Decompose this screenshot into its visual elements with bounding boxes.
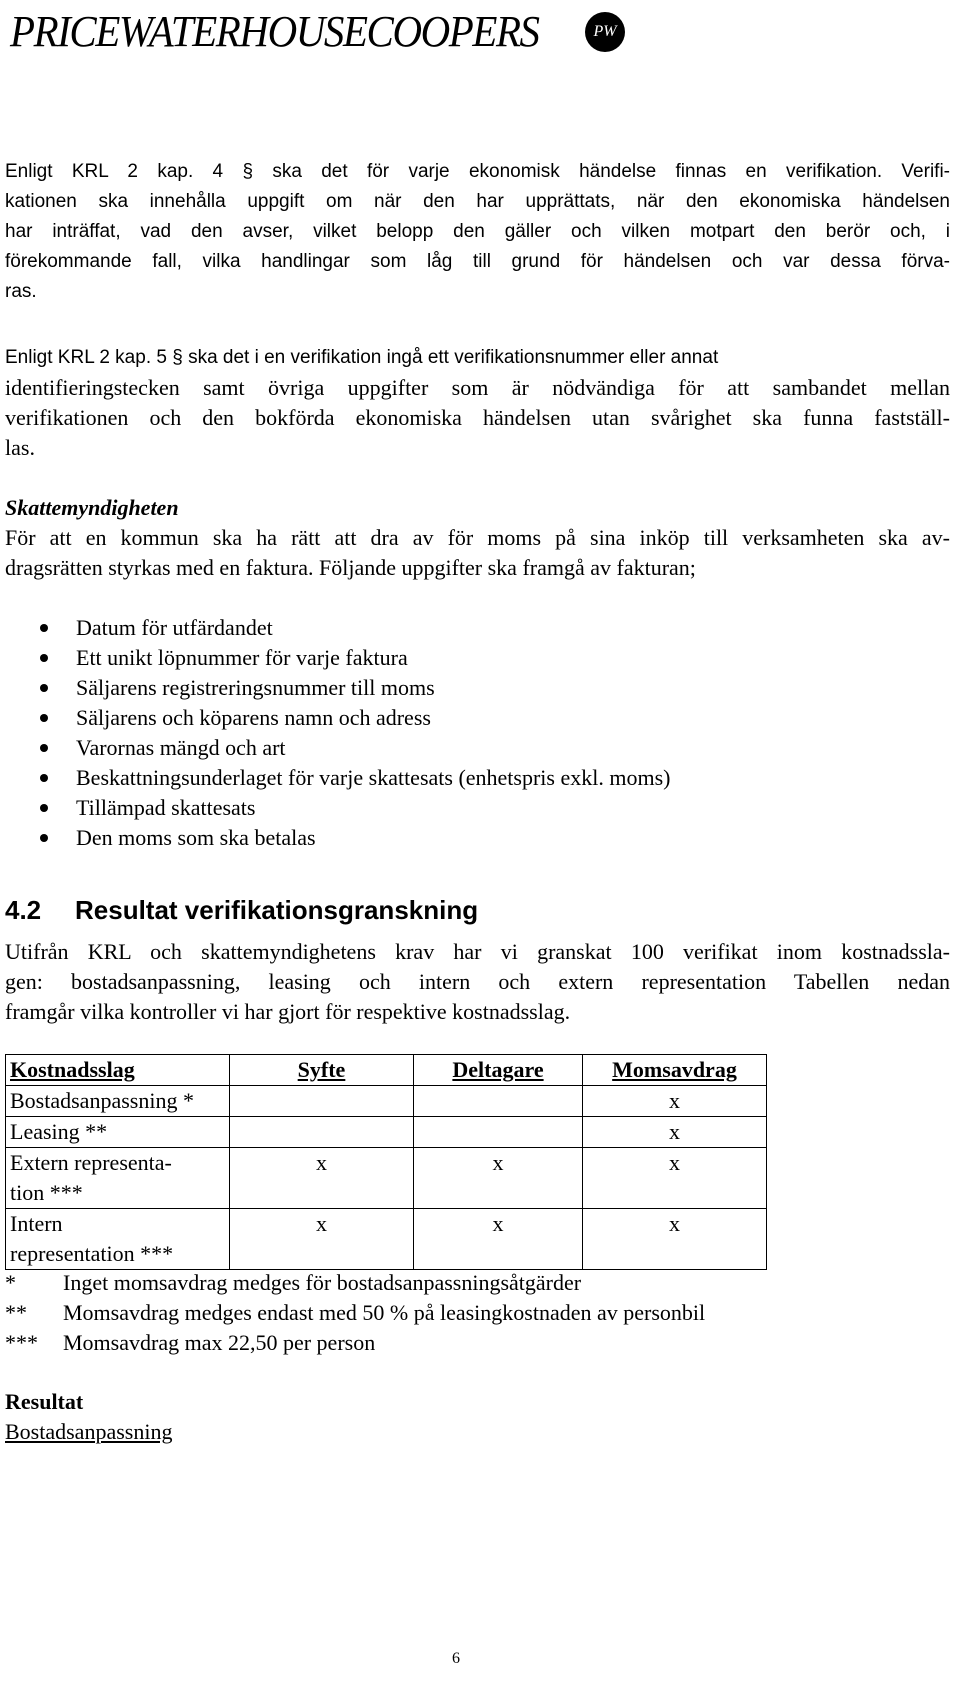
list-item: Beskattningsunderlaget för varje skattesats (enhetspris exkl. moms) [40, 763, 670, 793]
table-cell: x [414, 1209, 583, 1270]
controls-table [5, 1054, 767, 1270]
table-footnotes [5, 1268, 705, 1358]
cell-line: Intern [10, 1211, 63, 1236]
footnote [5, 1268, 705, 1298]
footnote-text: Momsavdrag medges endast med 50 % på leasingkostnaden av personbil [63, 1300, 706, 1325]
paragraph-krl-4 [5, 157, 950, 307]
footnote [5, 1298, 705, 1328]
table-cell [414, 1086, 583, 1117]
cell-line: Extern representa- [10, 1150, 172, 1175]
text-line: identifieringstecken samt övriga uppgifter som är nödvändiga för att sambandet mellan [5, 375, 950, 400]
table-cell [230, 1086, 414, 1117]
table-header: Kostnadsslag [6, 1055, 230, 1086]
table-cell: x [583, 1209, 767, 1270]
table-header: Momsavdrag [583, 1055, 767, 1086]
text-line: förekommande fall, vilka handlingar som låg till grund för händelsen och var dessa förva- [5, 251, 950, 272]
text-line: Enligt KRL 2 kap. 5 § ska det i en verifikation ingå ett verifikationsnummer eller annat [5, 347, 719, 368]
table-cell: x [583, 1148, 767, 1209]
text-line: har inträffat, vad den avser, vilket belopp den gäller och vilken motpart den berör och, i [5, 221, 950, 242]
table-cell [6, 1209, 230, 1270]
table-cell [414, 1117, 583, 1148]
footnote-text: Inget momsavdrag medges för bostadsanpassningsåtgärder [63, 1270, 582, 1295]
table-cell: x [230, 1209, 414, 1270]
list-item: Datum för utfärdandet [40, 613, 670, 643]
table-cell: Bostadsanpassning * [6, 1086, 230, 1117]
text-line: las. [5, 435, 35, 460]
section-number: 4.2 [5, 895, 42, 925]
list-item: Den moms som ska betalas [40, 823, 670, 853]
text-line: gen: bostadsanpassning, leasing och intern och extern representation Tabellen nedan [5, 969, 950, 994]
text-line: Enligt KRL 2 kap. 4 § ska det för varje ekonomisk händelse finnas en verifikation. Verifi- [5, 161, 950, 182]
cell-line: representation *** [10, 1241, 174, 1266]
table-row [6, 1086, 767, 1117]
list-item: Säljarens och köparens namn och adress [40, 703, 670, 733]
footnote-text: Momsavdrag max 22,50 per person [63, 1330, 376, 1355]
subheading-skattemyndigheten: Skattemyndigheten [5, 495, 179, 520]
paragraph-result-intro [5, 937, 950, 1027]
table-row [6, 1209, 767, 1270]
footnote-mark: ** [5, 1300, 27, 1325]
table-header-row [6, 1055, 767, 1086]
table-row [6, 1148, 767, 1209]
text-line: ras. [5, 281, 37, 302]
list-item: Säljarens registreringsnummer till moms [40, 673, 670, 703]
table-cell: x [583, 1117, 767, 1148]
cell-line: tion *** [10, 1180, 83, 1205]
table-cell [6, 1148, 230, 1209]
text-line: verifikationen och den bokförda ekonomiska händelsen utan svårighet ska funna fastställ- [5, 405, 950, 430]
table-cell: x [230, 1148, 414, 1209]
table-cell: x [414, 1148, 583, 1209]
resultat-heading: Resultat [5, 1389, 84, 1414]
table-cell [230, 1117, 414, 1148]
text-line: Utifrån KRL och skattemyndighetens krav har vi granskat 100 verifikat inom kostnadssla- [5, 939, 950, 964]
text-line: För att en kommun ska ha rätt att dra av för moms på sina inköp till verksamheten ska av- [5, 525, 950, 550]
table-header: Syfte [230, 1055, 414, 1086]
table-cell: Leasing ** [6, 1117, 230, 1148]
logo-seal-icon: PW [585, 12, 625, 52]
resultat-subheading: Bostadsanpassning [5, 1419, 173, 1444]
table-row [6, 1117, 767, 1148]
invoice-requirements-list [40, 613, 670, 853]
text-line: dragsrätten styrkas med en faktura. Följande uppgifter ska framgå av fakturan; [5, 555, 696, 580]
list-item: Tillämpad skattesats [40, 793, 670, 823]
section-skattemyndigheten [5, 493, 950, 583]
table-cell: x [583, 1086, 767, 1117]
page-number: 6 [452, 1650, 460, 1667]
footnote-mark: * [5, 1270, 16, 1295]
section-title: Resultat verifikationsgranskning [75, 895, 479, 925]
footnote [5, 1328, 705, 1358]
paragraph-krl-5 [5, 343, 950, 373]
logo-wordmark: PRICEWATERHOUSECOOPERS [10, 7, 539, 56]
footnote-mark: *** [5, 1330, 38, 1355]
list-item: Varornas mängd och art [40, 733, 670, 763]
list-item: Ett unikt löpnummer för varje faktura [40, 643, 670, 673]
table-header: Deltagare [414, 1055, 583, 1086]
company-logo [10, 4, 670, 64]
text-line: kationen ska innehålla uppgift om när den har upprättats, när den ekonomiska händelsen [5, 191, 950, 212]
text-line: framgår vilka kontroller vi har gjort för respektive kostnadsslag. [5, 999, 571, 1024]
paragraph-krl-5-body [5, 373, 950, 463]
section-heading [5, 893, 478, 927]
